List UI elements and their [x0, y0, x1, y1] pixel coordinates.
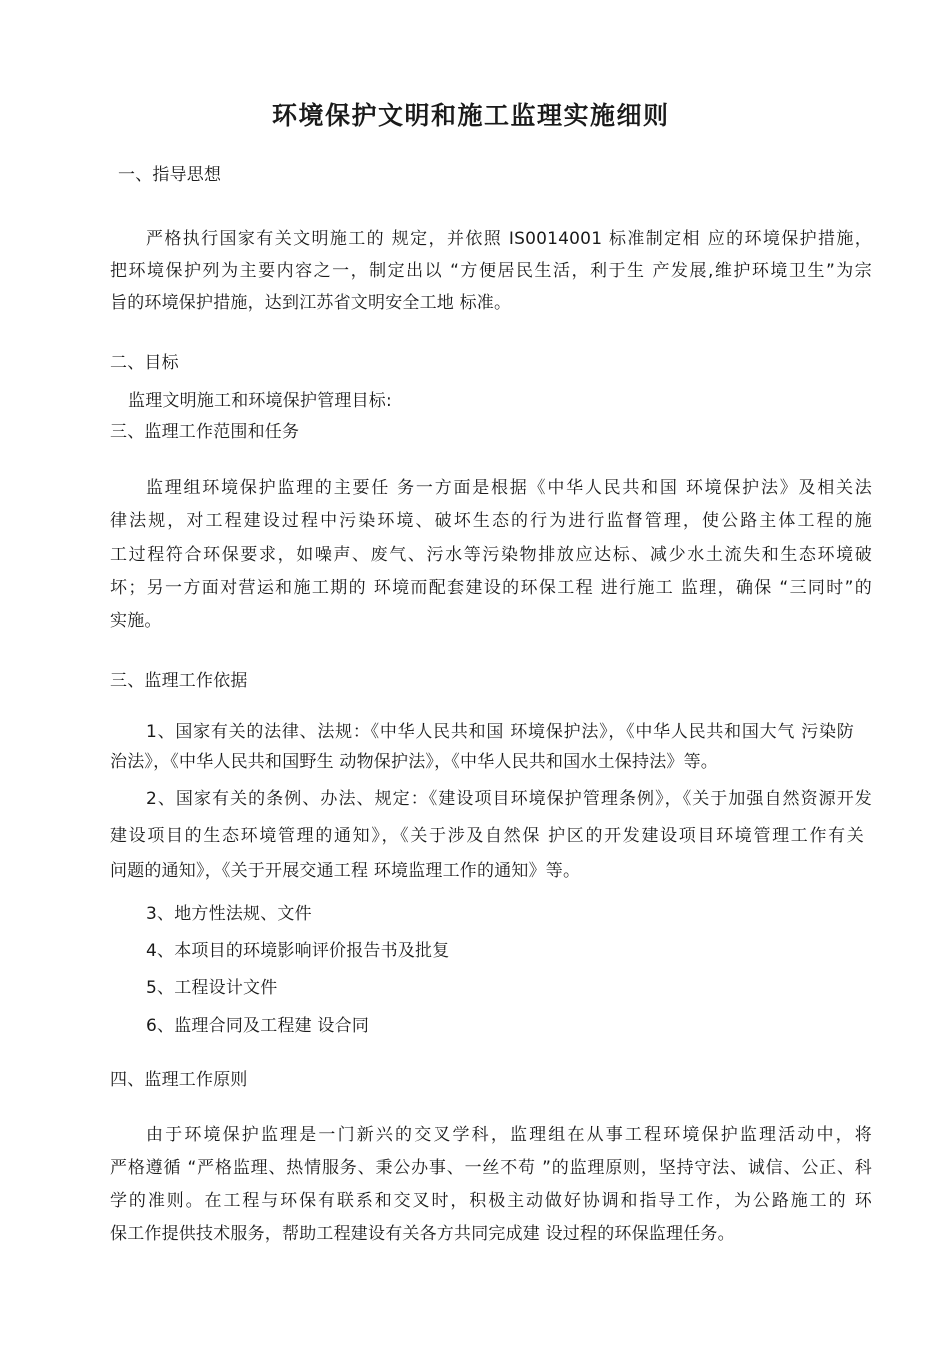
basis-list-item: 6、监理合同及工程建 设合同	[146, 1016, 370, 1036]
goal-line: 监理文明施工和环境保护管理目标:	[128, 391, 392, 411]
section-heading-goal: 二、目标	[110, 353, 179, 373]
basis-list-item: 4、本项目的环境影响评价报告书及批复	[146, 941, 450, 961]
section3a-para-line: 工过程符合环保要求，如噪声、废气、污水等污染物排放应达标、减少水土流失和生态环境破	[110, 545, 872, 565]
section3a-para-line: 实施。	[110, 611, 162, 631]
section3a-para-line: 坏；另一方面对营运和施工期的 环境而配套建设的环保工程 进行施工 监理，确保 “三同时”的	[110, 578, 872, 598]
section-heading-principles: 四、监理工作原则	[110, 1070, 248, 1090]
basis-item-1-line: 治法》，《中华人民共和国野生 动物保护法》，《中华人民共和国水土保持法》等。	[110, 752, 719, 772]
section4-para-line: 由于环境保护监理是一门新兴的交叉学科，监理组在从事工程环境保护监理活动中，将	[146, 1125, 872, 1145]
section-heading-basis: 三、监理工作依据	[110, 671, 248, 691]
section3a-para-line: 律法规，对工程建设过程中污染环境、破坏生态的行为进行监督管理，使公路主体工程的施	[110, 511, 872, 531]
section4-para-line: 学的准则。在工程与环保有联系和交叉时，积极主动做好协调和指导工作，为公路施工的 环	[110, 1191, 872, 1211]
basis-list-item: 5、工程设计文件	[146, 978, 278, 998]
section4-para-line: 严格遵循 “严格监理、热情服务、秉公办事、一丝不苟 ”的监理原则，坚持守法、诚信、公正、科	[110, 1158, 872, 1178]
section1-para-line: 把环境保护列为主要内容之一，制定出以 “方便居民生活，利于生 产发展,维护环境卫生”为宗	[110, 261, 872, 281]
basis-item-2-line: 问题的通知》，《关于开展交通工程 环境监理工作的通知》等。	[110, 861, 581, 881]
section4-para-line: 保工作提供技术服务，帮助工程建设有关各方共同完成建 设过程的环保监理任务。	[110, 1224, 735, 1244]
section1-para-line: 旨的环境保护措施，达到江苏省文明安全工地 标准。	[110, 293, 512, 313]
basis-item-2-line: 建设项目的生态环境管理的通知》，《关于涉及自然保 护区的开发建设项目环境管理工作有关	[110, 826, 864, 846]
section-heading-guiding-thought: 一、指导思想	[118, 165, 222, 185]
section1-para-line: 严格执行国家有关文明施工的 规定，并依照 IS0014001 标准制定相 应的环境保护措施，	[146, 229, 872, 249]
basis-item-2-line: 2、国家有关的条例、办法、规定：《建设项目环境保护管理条例》，《关于加强自然资源开发	[146, 789, 872, 809]
section3a-para-line: 监理组环境保护监理的主要任 务一方面是根据《中华人民共和国 环境保护法》及相关法	[146, 478, 872, 498]
basis-item-1-line: 1、国家有关的法律、法规：《中华人民共和国 环境保护法》，《中华人民共和国大气 污染防	[146, 722, 854, 742]
basis-list-item: 3、地方性法规、文件	[146, 904, 312, 924]
page-title: 环境保护文明和施工监理实施细则	[272, 101, 670, 130]
section-heading-scope: 三、监理工作范围和任务	[110, 422, 300, 442]
